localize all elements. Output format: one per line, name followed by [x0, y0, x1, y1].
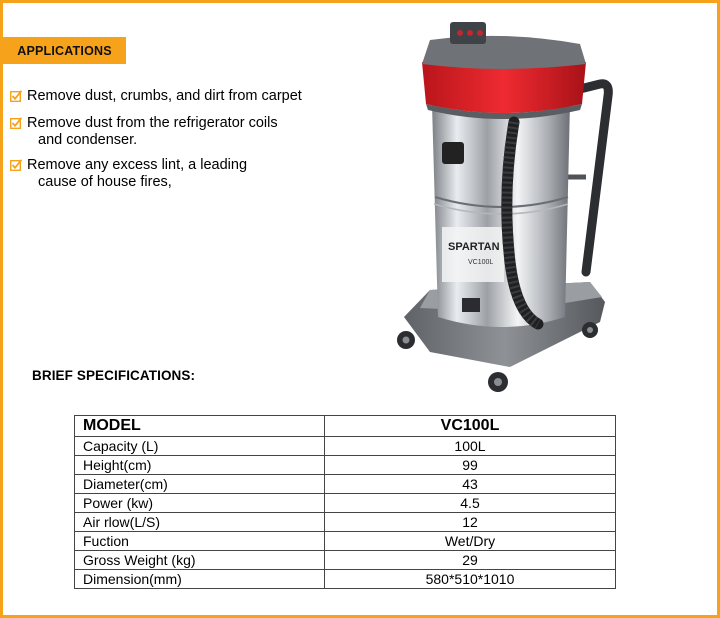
table-row [75, 513, 616, 532]
spec-label: Gross Weight (kg) [75, 551, 325, 570]
spec-label: Height(cm) [75, 456, 325, 475]
spec-value: 43 [325, 475, 616, 494]
spec-label: Diameter(cm) [75, 475, 325, 494]
specifications-heading: BRIEF SPECIFICATIONS: [32, 368, 196, 383]
list-item-text: Remove dust from the refrigerator coils [27, 115, 278, 131]
spec-value: 580*510*1010 [325, 570, 616, 589]
spec-value: 100L [325, 437, 616, 456]
table-row [75, 570, 616, 589]
table-row [75, 551, 616, 570]
brand-label: SPARTAN [448, 241, 500, 253]
spec-label: Air rlow(L/S) [75, 513, 325, 532]
applications-badge [3, 37, 126, 64]
spec-label: Power (kw) [75, 494, 325, 513]
list-item-text-continued: and condenser. [38, 132, 138, 148]
list-item [10, 157, 350, 191]
list-item [10, 115, 350, 149]
model-label: VC100L [468, 259, 494, 266]
list-item-text: Remove dust, crumbs, and dirt from carpet [27, 88, 302, 104]
spec-value: 4.5 [325, 494, 616, 513]
specifications-table [74, 415, 616, 589]
column-header-value: VC100L [325, 416, 616, 437]
spec-value: 12 [325, 513, 616, 532]
table-row [75, 437, 616, 456]
spec-label: Dimension(mm) [75, 570, 325, 589]
spec-label: Fuction [75, 532, 325, 551]
checkbox-checked-icon [10, 90, 22, 102]
vacuum-cleaner-image [390, 12, 630, 397]
table-row [75, 532, 616, 551]
table-header-row [75, 416, 616, 437]
table-row [75, 494, 616, 513]
spec-value: 99 [325, 456, 616, 475]
list-item [10, 88, 350, 105]
column-header-model: MODEL [75, 416, 325, 437]
checkbox-checked-icon [10, 117, 22, 129]
table-row [75, 475, 616, 494]
spec-value: 29 [325, 551, 616, 570]
applications-title: APPLICATIONS [17, 43, 112, 58]
list-item-text-continued: cause of house fires, [38, 174, 172, 190]
applications-list [10, 88, 350, 201]
table-row [75, 456, 616, 475]
list-item-text: Remove any excess lint, a leading [27, 157, 248, 173]
spec-label: Capacity (L) [75, 437, 325, 456]
checkbox-checked-icon [10, 159, 22, 171]
spec-value: Wet/Dry [325, 532, 616, 551]
